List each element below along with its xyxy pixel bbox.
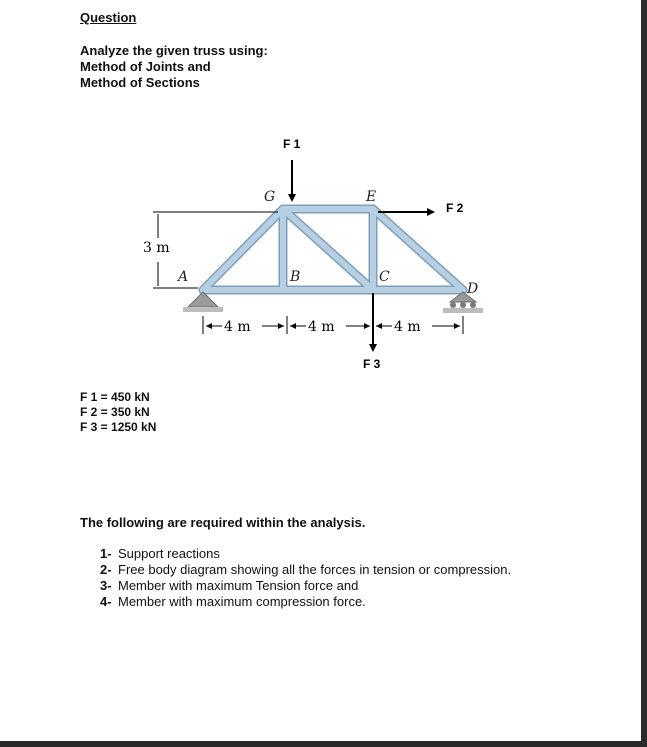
requirement-text: Member with maximum Tension force and xyxy=(118,578,359,593)
requirement-text: Support reactions xyxy=(118,546,220,561)
requirement-item xyxy=(100,594,511,610)
requirement-item xyxy=(100,562,511,578)
requirement-text: Free body diagram showing all the forces in tension or compression. xyxy=(118,562,512,577)
force-label-f1: F 1 xyxy=(283,137,301,151)
span-dimension-1: 4 m xyxy=(224,319,251,335)
intro-line-3: Method of Sections xyxy=(80,75,200,90)
requirement-item xyxy=(100,578,511,594)
requirement-text: Member with maximum compression force. xyxy=(118,594,366,609)
span-dimension-2: 4 m xyxy=(308,319,335,335)
intro-line-1: Analyze the given truss using: xyxy=(80,43,268,58)
joint-label-e: E xyxy=(366,189,377,205)
force-value-f2: F 2 = 350 kN xyxy=(80,405,150,419)
intro-line-2: Method of Joints and xyxy=(80,59,211,74)
force-value-f3: F 3 = 1250 kN xyxy=(80,420,157,434)
requirement-number: 3- xyxy=(100,578,112,593)
requirement-number: 1- xyxy=(100,546,112,561)
force-label-f3: F 3 xyxy=(363,357,381,371)
joint-label-g: G xyxy=(264,189,276,205)
height-dimension-label: 3 m xyxy=(143,240,170,256)
force-label-f2: F 2 xyxy=(446,201,464,215)
joint-label-c: C xyxy=(379,269,390,285)
force-values xyxy=(80,390,156,435)
requirement-number: 2- xyxy=(100,562,112,577)
joint-label-b: B xyxy=(290,269,301,285)
requirement-number: 4- xyxy=(100,594,112,609)
joint-label-d: D xyxy=(467,281,479,297)
requirement-item xyxy=(100,546,511,562)
requirements-list xyxy=(100,546,511,610)
force-value-f1: F 1 = 450 kN xyxy=(80,390,150,404)
requirements-heading: The following are required within the analysis. xyxy=(80,515,366,530)
joint-label-a: A xyxy=(178,269,189,285)
support-pin-A xyxy=(183,292,223,312)
question-heading: Question xyxy=(80,10,137,25)
span-dimension-3: 4 m xyxy=(394,319,421,335)
